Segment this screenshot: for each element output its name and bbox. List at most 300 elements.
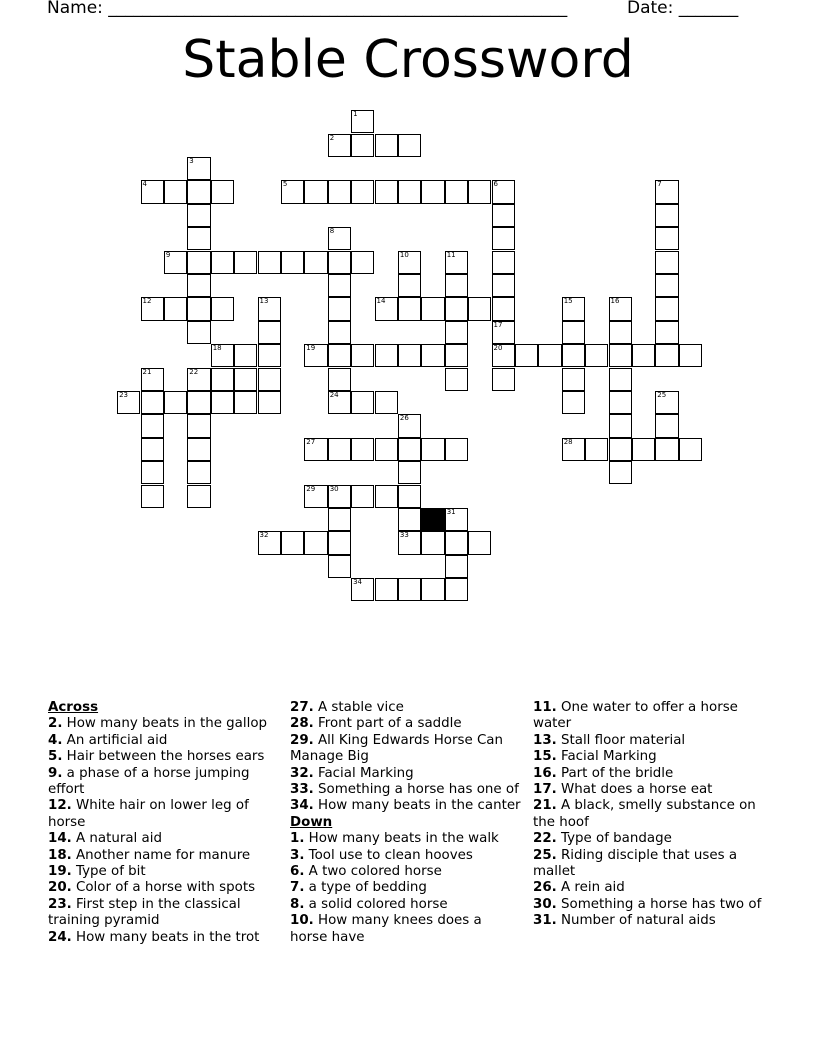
clue-number: 12 xyxy=(142,297,152,306)
clue-text: Another name for manure xyxy=(76,847,251,863)
grid-cell[interactable] xyxy=(304,251,327,274)
clue-item xyxy=(48,831,273,847)
grid-cell[interactable] xyxy=(445,274,468,297)
clue-num: 15. xyxy=(533,749,557,765)
grid-cell[interactable] xyxy=(234,391,257,414)
clue-num: 4. xyxy=(48,732,63,748)
grid-cell[interactable] xyxy=(655,391,678,414)
clue-num: 2. xyxy=(48,716,63,732)
grid-cell[interactable] xyxy=(445,297,468,320)
grid-cell[interactable] xyxy=(398,414,421,437)
clue-text: How many beats in the trot xyxy=(76,929,260,945)
grid-cell[interactable] xyxy=(211,368,234,391)
clue-item xyxy=(290,864,522,880)
clue-num: 3. xyxy=(290,847,305,863)
grid-cell[interactable] xyxy=(609,344,632,367)
grid-cell[interactable] xyxy=(445,508,468,531)
grid-cell[interactable] xyxy=(187,438,210,461)
clue-num: 30. xyxy=(533,896,557,912)
clue-num: 8. xyxy=(290,896,305,912)
clue-number: 10 xyxy=(399,250,409,259)
clue-number: 3 xyxy=(189,156,194,165)
grid-cell[interactable] xyxy=(187,204,210,227)
grid-cell[interactable] xyxy=(141,180,164,203)
grid-cell[interactable] xyxy=(258,297,281,320)
clue-text: White hair on lower leg of horse xyxy=(48,798,249,830)
clue-item xyxy=(533,766,768,782)
grid-cell[interactable] xyxy=(328,321,351,344)
clue-text: A two colored horse xyxy=(308,864,442,880)
grid-cell[interactable] xyxy=(187,414,210,437)
grid-cell[interactable] xyxy=(679,438,702,461)
grid-cell[interactable] xyxy=(328,555,351,578)
clue-text: a type of bedding xyxy=(308,880,427,896)
grid-cell[interactable] xyxy=(632,344,655,367)
grid-cell[interactable] xyxy=(328,134,351,157)
date-field[interactable]: Date: _______ xyxy=(627,0,739,18)
grid-cell[interactable] xyxy=(655,274,678,297)
grid-cell[interactable] xyxy=(421,531,444,554)
grid-cell[interactable] xyxy=(632,438,655,461)
grid-cell[interactable] xyxy=(258,321,281,344)
clue-item xyxy=(533,848,768,881)
clue-text: Part of the bridle xyxy=(561,765,674,781)
clue-number: 28 xyxy=(563,437,573,446)
grid-cell[interactable] xyxy=(141,297,164,320)
grid-cell[interactable] xyxy=(445,180,468,203)
clue-num: 21. xyxy=(533,798,557,814)
grid-cell[interactable] xyxy=(609,461,632,484)
grid-cell[interactable] xyxy=(562,344,585,367)
clue-num: 26. xyxy=(533,880,557,896)
grid-cell[interactable] xyxy=(562,297,585,320)
clue-item xyxy=(290,782,522,798)
grid-cell[interactable] xyxy=(375,578,398,601)
clue-item xyxy=(290,897,522,913)
clue-number: 16 xyxy=(610,297,620,306)
clue-item xyxy=(533,798,768,831)
clue-number: 17 xyxy=(493,320,503,329)
grid-cell[interactable] xyxy=(445,578,468,601)
grid-cell[interactable] xyxy=(328,531,351,554)
grid-cell[interactable] xyxy=(492,321,515,344)
clue-num: 25. xyxy=(533,847,557,863)
grid-cell[interactable] xyxy=(164,297,187,320)
grid-cell[interactable] xyxy=(445,555,468,578)
grid-cell[interactable] xyxy=(351,391,374,414)
clue-num: 6. xyxy=(290,864,305,880)
clue-number: 30 xyxy=(329,484,339,493)
clue-text: One water to offer a horse water xyxy=(533,700,738,732)
clue-text: Something a horse has two of xyxy=(561,896,762,912)
clue-num: 20. xyxy=(48,880,72,896)
grid-cell[interactable] xyxy=(211,251,234,274)
clue-num: 1. xyxy=(290,831,305,847)
grid-cell[interactable] xyxy=(351,134,374,157)
grid-cell[interactable] xyxy=(141,461,164,484)
grid-cell[interactable] xyxy=(187,180,210,203)
grid-cell[interactable] xyxy=(258,344,281,367)
grid-cell[interactable] xyxy=(398,344,421,367)
clue-number: 2 xyxy=(329,133,335,142)
grid-cell[interactable] xyxy=(445,438,468,461)
grid-cell[interactable] xyxy=(141,485,164,508)
grid-cell[interactable] xyxy=(328,438,351,461)
clue-item xyxy=(533,831,768,847)
grid-cell[interactable] xyxy=(141,368,164,391)
grid-cell[interactable] xyxy=(211,391,234,414)
grid-cell[interactable] xyxy=(492,344,515,367)
grid-cell[interactable] xyxy=(187,297,210,320)
grid-cell[interactable] xyxy=(398,180,421,203)
clue-item xyxy=(290,700,522,716)
clue-number: 21 xyxy=(142,367,152,376)
grid-cell[interactable] xyxy=(492,368,515,391)
clue-item xyxy=(290,831,522,847)
grid-cell[interactable] xyxy=(328,274,351,297)
grid-cell[interactable] xyxy=(187,251,210,274)
clue-text: Facial Marking xyxy=(561,749,657,765)
clue-number: 4 xyxy=(142,180,147,189)
grid-cell[interactable] xyxy=(421,344,444,367)
clue-number: 20 xyxy=(493,344,503,353)
grid-cell[interactable] xyxy=(141,391,164,414)
grid-cell[interactable] xyxy=(398,297,421,320)
grid-cell[interactable] xyxy=(141,438,164,461)
clue-num: 16. xyxy=(533,765,557,781)
clue-text: How many beats in the gallop xyxy=(66,716,268,732)
grid-cell[interactable] xyxy=(117,391,140,414)
grid-cell[interactable] xyxy=(655,344,678,367)
grid-cell[interactable] xyxy=(398,461,421,484)
grid-cell[interactable] xyxy=(398,485,421,508)
clue-num: 28. xyxy=(290,716,314,732)
clue-number: 6 xyxy=(493,180,498,189)
grid-cell[interactable] xyxy=(304,485,327,508)
grid-cell[interactable] xyxy=(655,414,678,437)
grid-cell[interactable] xyxy=(492,274,515,297)
clue-item xyxy=(290,913,522,946)
clue-number: 8 xyxy=(329,227,335,236)
grid-cell[interactable] xyxy=(468,297,491,320)
grid-cell[interactable] xyxy=(655,180,678,203)
clue-item xyxy=(48,848,273,864)
grid-cell[interactable] xyxy=(187,321,210,344)
grid-cell[interactable] xyxy=(328,391,351,414)
grid-cell[interactable] xyxy=(609,414,632,437)
clue-number: 31 xyxy=(446,507,456,516)
grid-cell[interactable] xyxy=(398,578,421,601)
grid-cell[interactable] xyxy=(281,531,304,554)
clue-text: Something a horse has one of xyxy=(318,782,519,798)
clue-text: A stable vice xyxy=(318,700,404,715)
grid-cell[interactable] xyxy=(492,227,515,250)
clue-number: 11 xyxy=(446,250,456,259)
grid-cell[interactable] xyxy=(304,531,327,554)
clues-column-3 xyxy=(533,700,768,930)
clue-item xyxy=(533,700,768,733)
clue-item xyxy=(533,880,768,896)
grid-cell[interactable] xyxy=(679,344,702,367)
black-cell xyxy=(421,508,444,531)
clue-num: 33. xyxy=(290,782,314,798)
clue-text: All King Edwards Horse Can Manage Big xyxy=(290,732,504,765)
clue-text: An artificial aid xyxy=(66,732,168,748)
clue-number: 26 xyxy=(399,414,409,423)
grid-cell[interactable] xyxy=(421,180,444,203)
clue-item xyxy=(48,880,273,896)
grid-cell[interactable] xyxy=(281,180,304,203)
clue-text: a phase of a horse jumping effort xyxy=(48,765,250,798)
clue-number: 22 xyxy=(189,367,199,376)
grid-cell[interactable] xyxy=(328,227,351,250)
clue-item xyxy=(290,733,522,766)
clue-item xyxy=(533,733,768,749)
clue-number: 13 xyxy=(259,297,269,306)
across-heading: Across xyxy=(48,700,99,715)
grid-cell[interactable] xyxy=(398,134,421,157)
grid-cell[interactable] xyxy=(492,204,515,227)
grid-cell[interactable] xyxy=(351,251,374,274)
grid-cell[interactable] xyxy=(328,251,351,274)
clue-num: 7. xyxy=(290,880,305,896)
grid-cell[interactable] xyxy=(375,344,398,367)
clue-num: 19. xyxy=(48,864,72,880)
grid-cell[interactable] xyxy=(585,344,608,367)
grid-cell[interactable] xyxy=(351,485,374,508)
grid-cell[interactable] xyxy=(351,180,374,203)
clue-text: Riding disciple that uses a mallet xyxy=(533,847,738,880)
clue-item xyxy=(533,897,768,913)
clue-text: How many knees does a horse have xyxy=(290,913,482,945)
grid-cell[interactable] xyxy=(445,344,468,367)
clue-num: 12. xyxy=(48,798,72,814)
clue-number: 1 xyxy=(353,110,358,119)
grid-cell[interactable] xyxy=(281,251,304,274)
grid-cell[interactable] xyxy=(445,531,468,554)
grid-cell[interactable] xyxy=(398,438,421,461)
clue-number: 15 xyxy=(563,297,573,306)
clue-number: 18 xyxy=(212,344,222,353)
clue-number: 32 xyxy=(259,531,269,540)
clue-item xyxy=(48,864,273,880)
clue-text: Front part of a saddle xyxy=(318,716,462,732)
grid-cell[interactable] xyxy=(445,368,468,391)
clue-text: A black, smelly substance on the hoof xyxy=(533,798,756,830)
clue-item xyxy=(48,766,273,799)
grid-cell[interactable] xyxy=(351,578,374,601)
grid-cell[interactable] xyxy=(655,251,678,274)
grid-cell[interactable] xyxy=(609,321,632,344)
clue-text: Hair between the horses ears xyxy=(66,749,265,765)
clue-item xyxy=(48,930,273,946)
grid-cell[interactable] xyxy=(421,297,444,320)
clue-num: 31. xyxy=(533,913,557,929)
grid-cell[interactable] xyxy=(187,157,210,180)
grid-cell[interactable] xyxy=(398,251,421,274)
grid-cell[interactable] xyxy=(562,391,585,414)
grid-cell[interactable] xyxy=(234,368,257,391)
grid-cell[interactable] xyxy=(655,321,678,344)
grid-cell[interactable] xyxy=(609,368,632,391)
grid-cell[interactable] xyxy=(258,251,281,274)
grid-cell[interactable] xyxy=(258,368,281,391)
clue-number: 25 xyxy=(657,390,667,399)
clue-text: Type of bit xyxy=(76,864,146,880)
clue-item xyxy=(48,798,273,831)
grid-cell[interactable] xyxy=(351,438,374,461)
clue-text: How many beats in the walk xyxy=(308,831,499,847)
clue-item xyxy=(533,913,768,929)
grid-cell[interactable] xyxy=(258,391,281,414)
grid-cell[interactable] xyxy=(304,344,327,367)
grid-cell[interactable] xyxy=(375,180,398,203)
grid-cell[interactable] xyxy=(562,321,585,344)
grid-cell[interactable] xyxy=(398,274,421,297)
grid-cell[interactable] xyxy=(351,344,374,367)
clue-num: 22. xyxy=(533,831,557,847)
clue-number: 29 xyxy=(306,484,316,493)
grid-cell[interactable] xyxy=(655,227,678,250)
clue-item xyxy=(290,716,522,732)
grid-cell[interactable] xyxy=(375,485,398,508)
clue-text: Type of bandage xyxy=(561,831,672,847)
clue-text: How many beats in the canter xyxy=(318,798,521,814)
grid-cell[interactable] xyxy=(468,180,491,203)
clue-num: 14. xyxy=(48,831,72,847)
grid-cell[interactable] xyxy=(328,368,351,391)
grid-cell[interactable] xyxy=(328,180,351,203)
grid-cell[interactable] xyxy=(375,297,398,320)
grid-cell[interactable] xyxy=(187,368,210,391)
clues-column-2 xyxy=(290,700,522,946)
clue-num: 18. xyxy=(48,847,72,863)
grid-cell[interactable] xyxy=(187,485,210,508)
grid-cell[interactable] xyxy=(258,531,281,554)
clue-num: 34. xyxy=(290,798,314,814)
grid-cell[interactable] xyxy=(164,180,187,203)
clue-number: 5 xyxy=(282,180,288,189)
clue-text: Number of natural aids xyxy=(561,913,716,929)
grid-cell[interactable] xyxy=(655,297,678,320)
grid-cell[interactable] xyxy=(421,438,444,461)
grid-cell[interactable] xyxy=(328,508,351,531)
grid-cell[interactable] xyxy=(164,251,187,274)
grid-cell[interactable] xyxy=(562,368,585,391)
clue-number: 24 xyxy=(329,390,339,399)
grid-cell[interactable] xyxy=(492,251,515,274)
grid-cell[interactable] xyxy=(585,438,608,461)
clue-text: Tool use to clean hooves xyxy=(308,847,473,863)
grid-cell[interactable] xyxy=(351,110,374,133)
grid-cell[interactable] xyxy=(398,531,421,554)
clue-item xyxy=(48,733,273,749)
clue-number: 9 xyxy=(165,250,171,259)
clue-num: 11. xyxy=(533,700,557,715)
grid-cell[interactable] xyxy=(211,297,234,320)
grid-cell[interactable] xyxy=(655,204,678,227)
grid-cell[interactable] xyxy=(609,438,632,461)
grid-cell[interactable] xyxy=(515,344,538,367)
clue-item xyxy=(48,749,273,765)
clue-num: 23. xyxy=(48,896,72,912)
grid-cell[interactable] xyxy=(328,344,351,367)
grid-cell[interactable] xyxy=(655,438,678,461)
clue-number: 7 xyxy=(657,180,662,189)
clue-text: A natural aid xyxy=(76,831,162,847)
grid-cell[interactable] xyxy=(375,391,398,414)
grid-cell[interactable] xyxy=(492,297,515,320)
grid-cell[interactable] xyxy=(211,180,234,203)
grid-cell[interactable] xyxy=(562,438,585,461)
grid-cell[interactable] xyxy=(141,414,164,437)
clue-num: 32. xyxy=(290,765,314,781)
grid-cell[interactable] xyxy=(375,438,398,461)
clue-text: Facial Marking xyxy=(318,765,414,781)
grid-cell[interactable] xyxy=(398,508,421,531)
grid-cell[interactable] xyxy=(609,297,632,320)
grid-cell[interactable] xyxy=(538,344,561,367)
clue-number: 33 xyxy=(399,531,409,540)
clue-item xyxy=(48,897,273,930)
grid-cell[interactable] xyxy=(375,134,398,157)
clue-number: 19 xyxy=(306,344,316,353)
grid-cell[interactable] xyxy=(187,227,210,250)
grid-cell[interactable] xyxy=(211,344,234,367)
grid-cell[interactable] xyxy=(445,321,468,344)
clue-number: 14 xyxy=(376,297,386,306)
clue-text: What does a horse eat xyxy=(561,782,713,798)
clue-number: 23 xyxy=(119,390,129,399)
clue-text: Stall floor material xyxy=(561,732,686,748)
clue-text: A rein aid xyxy=(561,880,625,896)
clue-text: First step in the classical training pyramid xyxy=(48,896,241,929)
clue-item xyxy=(48,716,273,732)
clue-item xyxy=(290,880,522,896)
grid-cell[interactable] xyxy=(421,578,444,601)
clue-num: 9. xyxy=(48,765,63,781)
grid-cell[interactable] xyxy=(445,251,468,274)
grid-cell[interactable] xyxy=(328,297,351,320)
clue-item xyxy=(533,782,768,798)
clue-item xyxy=(290,848,522,864)
clues-column-1 xyxy=(48,700,273,946)
name-field[interactable]: Name: ______________________________________________________ xyxy=(47,0,568,18)
grid-cell[interactable] xyxy=(304,180,327,203)
clue-num: 10. xyxy=(290,913,314,929)
clue-number: 34 xyxy=(353,578,363,587)
clue-number: 27 xyxy=(306,437,316,446)
grid-cell[interactable] xyxy=(164,391,187,414)
grid-cell[interactable] xyxy=(187,274,210,297)
clue-num: 17. xyxy=(533,782,557,798)
down-heading: Down xyxy=(290,814,333,830)
clue-num: 24. xyxy=(48,929,72,945)
grid-cell[interactable] xyxy=(187,391,210,414)
grid-cell[interactable] xyxy=(304,438,327,461)
grid-cell[interactable] xyxy=(609,391,632,414)
clue-item xyxy=(533,749,768,765)
grid-cell[interactable] xyxy=(234,251,257,274)
grid-cell[interactable] xyxy=(492,180,515,203)
clue-num: 5. xyxy=(48,749,63,765)
clue-num: 13. xyxy=(533,732,557,748)
grid-cell[interactable] xyxy=(468,531,491,554)
grid-cell[interactable] xyxy=(328,485,351,508)
grid-cell[interactable] xyxy=(234,344,257,367)
clue-text: Color of a horse with spots xyxy=(76,880,256,896)
grid-cell[interactable] xyxy=(187,461,210,484)
